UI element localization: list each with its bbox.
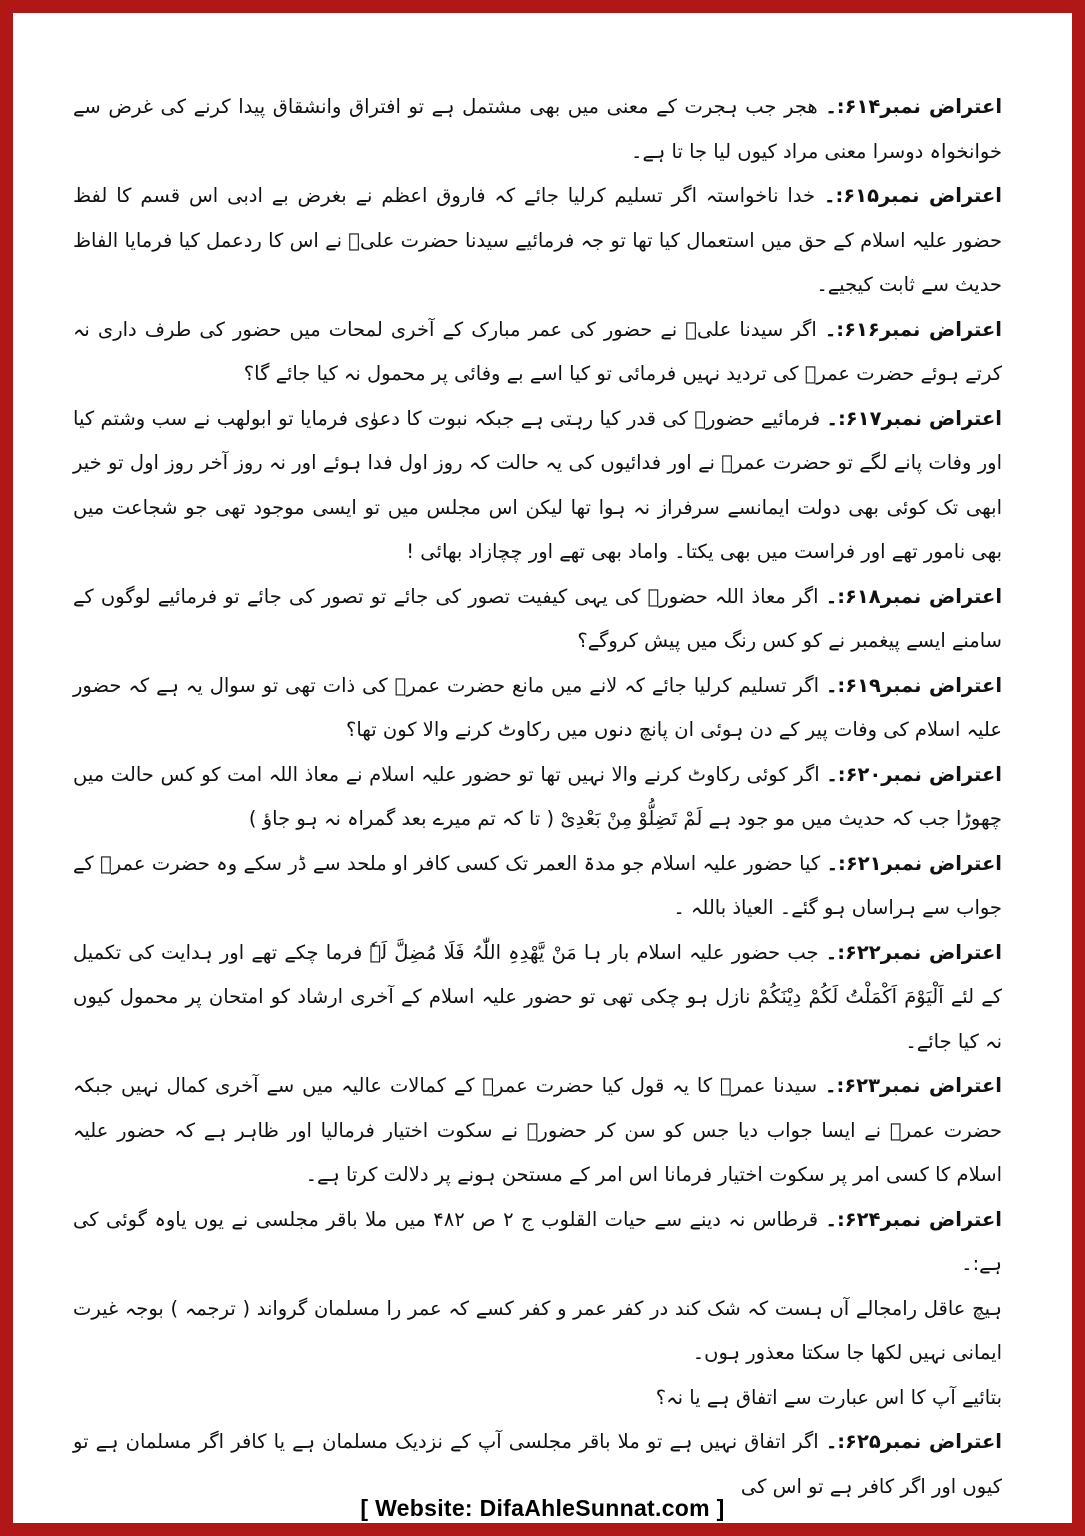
document-body [73, 85, 1002, 1509]
objection-text: قرطاس نہ دینے سے حیات القلوب ج ۲ ص ۴۸۲ میں ملا باقر مجلسی نے یوں یاوہ گوئی کی ہے:۔ [73, 1207, 1002, 1275]
objection-text: اگر کوئی رکاوٹ کرنے والا نہیں تھا تو حضور علیہ اسلام نے معاذ اللہ امت کو کس حالت میں چھوڑا جب کہ حدیث میں مو جود ہے لَمْ تَضِلُّوْ مِنْ بَعْدِیْ ( تا کہ تم میرے بعد گمراہ نہ ہو جاؤ ) [73, 762, 1002, 830]
objection-text: ھجر جب ہجرت کے معنی میں بھی مشتمل ہے تو افتراق وانشقاق پیدا کرنے کی غرض سے خوانخواہ دوسرا معنی مراد کیوں لیا جا تا ہے۔ [73, 95, 1002, 163]
objection-label: اعتراض نمبر۶۱۶:۔ [824, 317, 1002, 341]
question-text: بتائیے آپ کا اس عبارت سے اتفاق ہے یا نہ؟ [655, 1385, 1002, 1409]
objection-text: کیا حضور علیہ اسلام جو مدۃ العمر تک کسی کافر او ملحد سے ڈر سکے وہ حضرت عمرؓ کے جواب سے ہراساں ہو گئے۔ العیاذ باللہ ۔ [73, 851, 1002, 919]
objection-label: اعتراض نمبر۶۲۵:۔ [825, 1430, 1002, 1453]
persian-quote [73, 1287, 1002, 1376]
objection-text: خدا ناخواستہ اگر تسلیم کرلیا جائے کہ فاروق اعظم نے بغرض بے ادبی اس قسم کا لفظ حضور علیہ اسلام کے حق میں استعمال کیا تھا تو جہ فرمائیے سیدنا حضرت علیؓ نے اس کا ردعمل کیا فرمایا الفاظ حدیث سے ثابت کیجیے۔ [73, 184, 1002, 296]
objection-text: اگر اتفاق نہیں ہے تو ملا باقر مجلسی آپ کے نزدیک مسلمان ہے یا کافر اگر مسلمان ہے تو کیوں اور اگر کافر ہے تو اس کی [73, 1430, 1002, 1498]
objection-label: اعتراض نمبر۶۱۷:۔ [826, 406, 1002, 430]
objection-label: اعتراض نمبر۶۲۳:۔ [825, 1074, 1002, 1097]
objection-616 [73, 308, 1002, 397]
objection-text: اگر معاذ اللہ حضورؐ کی یہی کیفیت تصور کی جائے تو تصور کی جائے تو فرمائیے لوگوں کے سامنے ایسے پیغمبر نے کو کس رنگ میں پیش کروگے؟ [73, 584, 1002, 652]
objection-label: اعتراض نمبر۶۲۴:۔ [825, 1207, 1002, 1231]
objection-text: سیدنا عمرؓ کا یہ قول کیا حضرت عمرؓ کے کمالات عالیہ میں سے آخری کمال نہیں جبکہ حضرت عمرؓ نے ایسا جواب دیا جس کو سن کر حضورؐ نے سکوت اختیار فرمالیا اور ظاہر ہے کہ حضور علیہ اسلام کا کسی امر پر سکوت اختیار فرمانا اس امر کے مستحن ہونے پر دلالت کرتا ہے۔ [73, 1074, 1002, 1186]
objection-label: اعتراض نمبر۶۱۵:۔ [824, 184, 1002, 207]
page [13, 13, 1072, 1523]
objection-text: جب حضور علیہ اسلام بار ہا مَنْ یَّھْدِہِ اللّٰہُ فَلَا مُضِلَّ لَہٗ فرما چکے تھے اور ہدایت کی تکمیل کے لئے اَلْیَوْمَ اَکْمَلْتُ لَکُمْ دِیْنَکُمْ نازل ہو چکی تھی تو حضور علیہ اسلام کے آخری ارشاد کو امتحان پر محمول کیوں نہ کیا جائے۔ [73, 940, 1002, 1053]
objection-624 [73, 1198, 1002, 1287]
objection-label: اعتراض نمبر۶۲۰:۔ [826, 762, 1002, 786]
objection-617 [73, 397, 1002, 575]
objection-label: اعتراض نمبر۶۲۱:۔ [826, 851, 1002, 875]
question-line [73, 1376, 1002, 1421]
objection-label: اعتراض نمبر۶۲۲:۔ [825, 940, 1002, 964]
objection-620 [73, 753, 1002, 842]
objection-text: اگر سیدنا علیؓ نے حضور کی عمر مبارک کے آخری لمحات میں حضور کی طرف داری نہ کرتے ہوئے حضرت عمرؓ کی تردید نہیں فرمائی تو کیا اسے بے وفائی پر محمول نہ کیا جائے گا؟ [73, 317, 1002, 385]
objection-615 [73, 174, 1002, 308]
objection-623 [73, 1064, 1002, 1198]
quote-text: ہیچ عاقل رامجالے آں ہست کہ شک کند در کفر عمر و کفر کسے کہ عمر را مسلمان گرواند ( ترجمہ ) بوجہ غیرت ایمانی نہیں لکھا جا سکتا معذور ہوں۔ [73, 1296, 1002, 1364]
objection-619 [73, 664, 1002, 753]
objection-618 [73, 575, 1002, 664]
objection-614 [73, 85, 1002, 174]
objection-label: اعتراض نمبر۶۱۸:۔ [825, 584, 1003, 608]
objection-label: اعتراض نمبر۶۱۴:۔ [825, 95, 1003, 118]
website-footer: [ Website: DifaAhleSunnat.com ] [360, 1495, 725, 1521]
objection-text: فرمائیے حضورؐ کی قدر کیا رہتی ہے جبکہ نبوت کا دعوٰی فرمایا تو ابولھب نے سب وشتم کیا اور وفات پانے لگے تو حضرت عمرؓ نے اور فدائیوں کی یہ حالت کہ روز اول فدا ہوئے اور نہ روز آخر روز اول تو خیر ابھی تک کوئی بھی دولت ایمانسے سرفراز نہ ہوا تھا لیکن اس مجلس میں تو ایسی موجود تھی جو شجاعت میں بھی نامور تھے اور فراست میں بھی یکتا۔ واماد بھی تھے اور چچازاد بھائی ! [73, 406, 1002, 563]
objection-622 [73, 931, 1002, 1065]
objection-621 [73, 842, 1002, 931]
objection-label: اعتراض نمبر۶۱۹:۔ [826, 673, 1002, 697]
objection-text: اگر تسلیم کرلیا جائے کہ لانے میں مانع حضرت عمرؓ کی ذات تھی تو سوال یہ ہے کہ حضور علیہ اسلام کی وفات پیر کے دن ہوئی ان پانچ دنوں میں رکاوٹ کرنے والا کون تھا؟ [73, 673, 1002, 741]
